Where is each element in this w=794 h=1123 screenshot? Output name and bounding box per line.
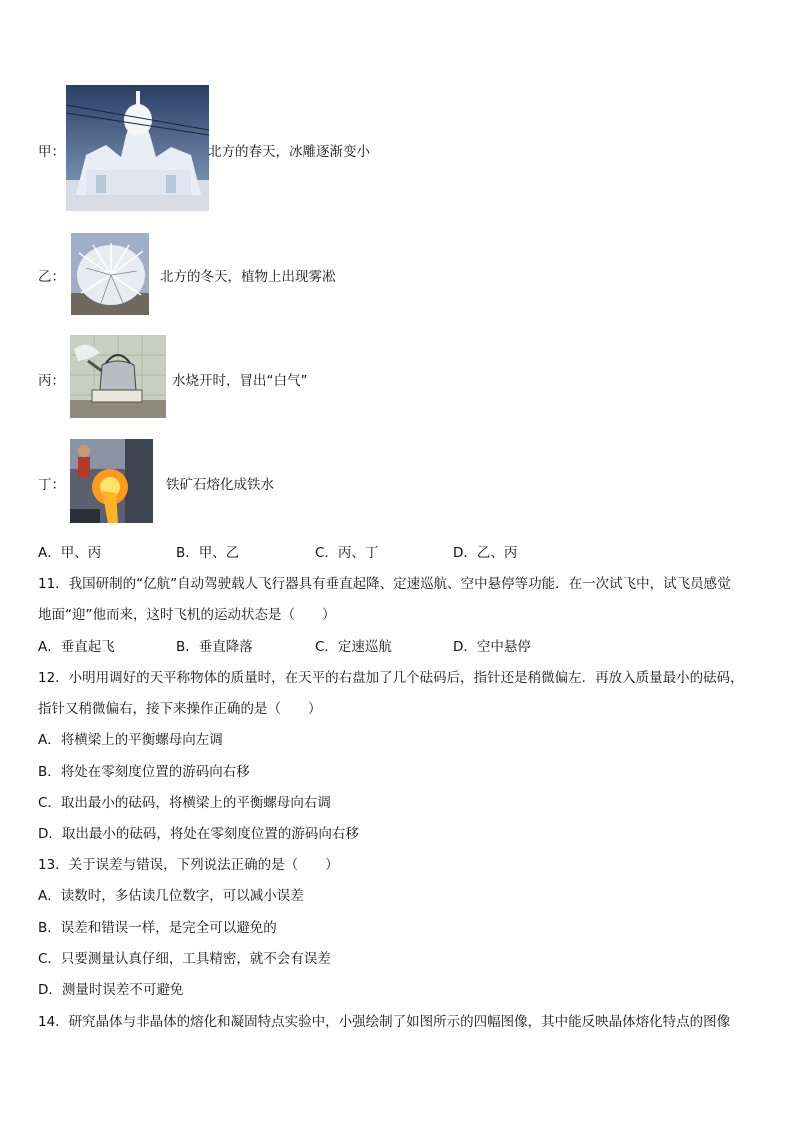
q10-option-d: D．乙、丙	[453, 545, 518, 561]
item-jia-label: 甲：	[38, 144, 65, 160]
q11-stem-line2: 地面“迎”他而来，这时飞机的运动状态是（ ）	[38, 607, 336, 623]
q13-option-d: D．测量时误差不可避免	[38, 982, 184, 998]
q13-option-c: C．只要测量认真仔细，工具精密，就不会有误差	[38, 951, 331, 967]
ice-sculpture-photo	[66, 85, 209, 211]
q12-option-c: C．取出最小的砝码，将横梁上的平衡螺母向右调	[38, 795, 331, 811]
item-bing-label: 丙：	[38, 373, 65, 389]
rime-plant-photo	[71, 233, 149, 315]
item-yi-caption: 北方的冬天，植物上出现雾凇	[160, 269, 336, 285]
molten-iron-photo	[70, 439, 153, 523]
q14-stem-line1: 14．研究晶体与非晶体的熔化和凝固特点实验中，小强绘制了如图所示的四幅图像，其中能反映晶体熔化特点的图像	[38, 1014, 731, 1030]
item-ding-label: 丁：	[38, 477, 65, 493]
q11-option-d: D．空中悬停	[453, 639, 531, 655]
q13-option-a: A．读数时，多估读几位数字，可以减小误差	[38, 888, 304, 904]
q11-option-a: A．垂直起飞	[38, 639, 115, 655]
item-yi-label: 乙：	[38, 269, 65, 285]
q10-option-a: A．甲、丙	[38, 545, 102, 561]
q12-option-a: A．将横梁上的平衡螺母向左调	[38, 732, 223, 748]
q10-option-b: B．甲、乙	[176, 545, 240, 561]
q12-option-d: D．取出最小的砝码，将处在零刻度位置的游码向右移	[38, 826, 359, 842]
q13-stem-line1: 13．关于误差与错误，下列说法正确的是（ ）	[38, 857, 339, 873]
q13-option-b: B．误差和错误一样，是完全可以避免的	[38, 920, 277, 936]
item-jia-caption: 北方的春天，冰雕逐渐变小	[208, 144, 370, 160]
boiling-kettle-photo	[70, 335, 166, 418]
q12-stem-line1: 12．小明用调好的天平称物体的质量时，在天平的右盘加了几个砝码后，指针还是稍微偏左．再放入质量最小的砝码，	[38, 670, 744, 686]
q11-option-b: B．垂直降落	[176, 639, 253, 655]
q10-option-c: C．丙、丁	[315, 545, 379, 561]
q12-stem-line2: 指针又稍微偏右，接下来操作正确的是（ ）	[38, 701, 322, 717]
q12-option-b: B．将处在零刻度位置的游码向右移	[38, 764, 250, 780]
q11-option-c: C．定速巡航	[315, 639, 392, 655]
item-ding-caption: 铁矿石熔化成铁水	[166, 477, 274, 493]
item-bing-caption: 水烧开时，冒出“白气”	[172, 373, 308, 389]
q11-stem-line1: 11．我国研制的“亿航”自动驾驶载人飞行器具有垂直起降、定速巡航、空中悬停等功能．在一次试飞中，试飞员感觉	[38, 576, 731, 592]
